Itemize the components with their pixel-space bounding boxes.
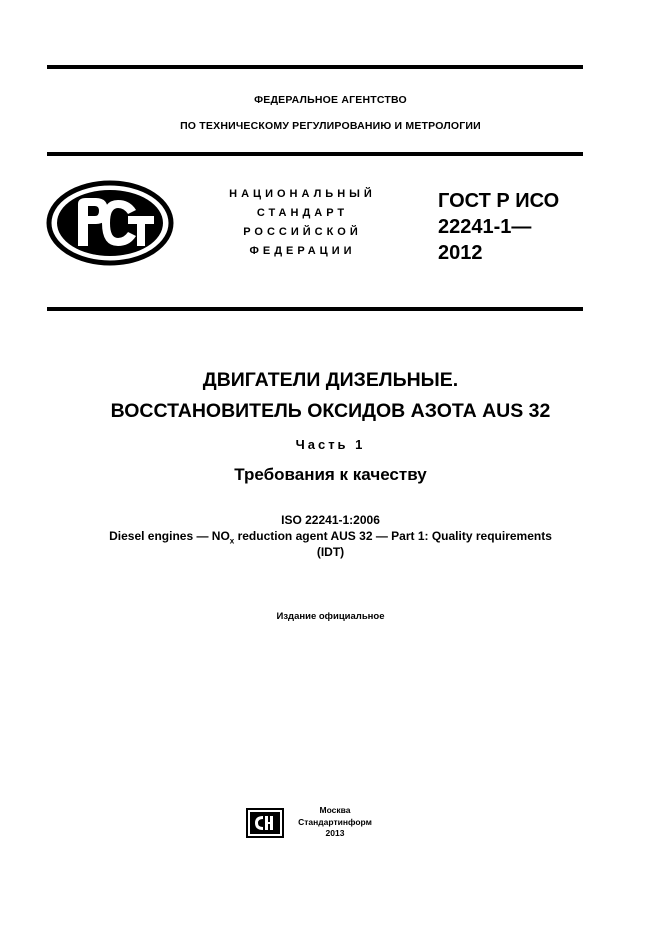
iso-number: ISO 22241-1:2006 [281,513,380,527]
publisher-year: 2013 [325,828,345,838]
standartinform-logo-icon [246,808,284,838]
national-standard-line-2: СТАНДАРТ [256,207,349,219]
document-title-line-2: ВОССТАНОВИТЕЛЬ ОКСИДОВ АЗОТА AUS 32 [110,400,551,422]
iso-english-title-end: reduction agent AUS 32 — Part 1: Quality requirements [234,529,552,543]
national-standard-label [200,185,405,261]
top-rule [47,65,583,69]
national-standard-line-4: ФЕДЕРАЦИИ [249,245,356,257]
document-part: Часть 1 [295,437,366,452]
national-standard-line-1: НАЦИОНАЛЬНЫЙ [229,188,376,200]
standard-block-bottom-rule [47,307,583,311]
publisher-city: Москва [319,805,351,815]
iso-equivalence: (IDT) [316,545,345,559]
document-title-line-1: ДВИГАТЕЛИ ДИЗЕЛЬНЫЕ. [202,369,459,391]
header-bottom-rule [47,152,583,156]
designation-line-2: 22241-1— [438,216,532,238]
edition-label: Издание официальное [276,611,385,622]
iso-english-title-start: Diesel engines — NO [109,529,230,543]
rst-gost-mark-icon [46,180,174,266]
designation-line-1: ГОСТ Р ИСО [438,190,560,212]
iso-english-title-subscript: x [229,536,235,546]
agency-name-line-1: ФЕДЕРАЛЬНОЕ АГЕНТСТВО [254,94,407,106]
standard-designation [438,188,559,266]
designation-line-3: 2012 [438,242,483,264]
publisher-name: Стандартинформ [298,816,372,827]
national-standard-line-3: РОССИЙСКОЙ [243,226,362,238]
document-subtitle: Требования к качеству [234,465,427,484]
agency-name-line-2: ПО ТЕХНИЧЕСКОМУ РЕГУЛИРОВАНИЮ И МЕТРОЛОГИИ [180,120,481,132]
publisher-block [290,805,380,840]
